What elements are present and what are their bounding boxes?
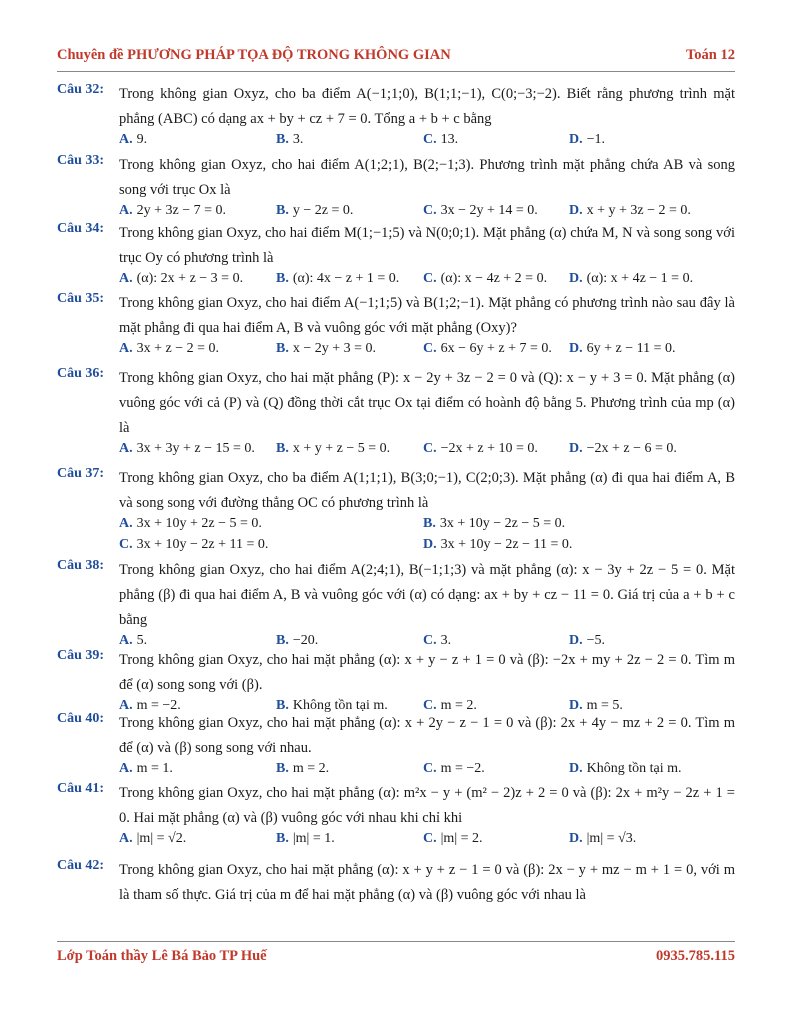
page-header bbox=[57, 47, 735, 67]
question-text: Trong không gian Oxyz, cho hai điểm A(−1;1;5) và B(1;2;−1). Mặt phẳng có phương trình nào sau đây là mặt phẳng đi qua hai điểm A, B và vuông góc với mặt phẳng (Oxy)? bbox=[119, 295, 735, 336]
question-label: Câu 32: bbox=[57, 82, 105, 97]
question-text: Trong không gian Oxyz, cho hai mặt phẳng (α): x + 2y − z − 1 = 0 và (β): 2x + 4y − mz + 2 = 0. Tìm m để (α) và (β) song song với nhau. bbox=[119, 715, 735, 756]
question-42 bbox=[57, 858, 735, 908]
option-d[interactable]: D. −5. bbox=[569, 633, 606, 648]
option-b[interactable]: B. m = 2. bbox=[276, 761, 330, 776]
option-a[interactable]: A. m = 1. bbox=[119, 761, 173, 776]
question-label: Câu 34: bbox=[57, 221, 105, 236]
option-c[interactable]: C. 3x + 10y − 2z + 11 = 0. bbox=[119, 537, 269, 552]
option-b[interactable]: B. x − 2y + 3 = 0. bbox=[276, 341, 377, 356]
option-d[interactable]: D. −2x + z − 6 = 0. bbox=[569, 441, 677, 456]
option-c[interactable]: C. 6x − 6y + z + 7 = 0. bbox=[423, 341, 552, 356]
question-label: Câu 42: bbox=[57, 858, 105, 873]
question-label: Câu 37: bbox=[57, 466, 105, 481]
option-c[interactable]: C. −2x + z + 10 = 0. bbox=[423, 441, 538, 456]
answer-options bbox=[119, 831, 735, 852]
option-d[interactable]: D. 3x + 10y − 2z − 11 = 0. bbox=[423, 537, 573, 552]
question-text: Trong không gian Oxyz, cho hai điểm M(1;−1;5) và N(0;0;1). Mặt phẳng (α) chứa M, N và song song với trục Oy có phương trình là bbox=[119, 225, 735, 266]
option-d[interactable]: D. x + y + 3z − 2 = 0. bbox=[569, 203, 691, 218]
option-a[interactable]: A. 3x + 3y + z − 15 = 0. bbox=[119, 441, 255, 456]
question-text: Trong không gian Oxyz, cho ba điểm A(−1;1;0), B(1;1;−1), C(0;−3;−2). Biết rằng phương trình mặt phẳng (ABC) có dạng ax + by + cz + 7 = 0. Tổng a + b + c bằng bbox=[119, 86, 735, 127]
option-b[interactable]: B. (α): 4x − z + 1 = 0. bbox=[276, 271, 400, 286]
option-b[interactable]: B. −20. bbox=[276, 633, 319, 648]
answer-options bbox=[119, 341, 735, 362]
option-d[interactable]: D. m = 5. bbox=[569, 698, 623, 713]
question-text: Trong không gian Oxyz, cho hai điểm A(2;4;1), B(−1;1;3) và mặt phẳng (α): x − 3y + 2z − 5 = 0. Mặt phẳng (β) đi qua hai điểm A, B và vuông góc với (α) có dạng: ax + by + cz − 11 = 0. Giá trị của a + b + c bằng bbox=[119, 562, 735, 628]
option-a[interactable]: A. m = −2. bbox=[119, 698, 181, 713]
footer-teacher: Lớp Toán thầy Lê Bá Bảo TP Huế bbox=[57, 948, 267, 964]
question-text: Trong không gian Oxyz, cho hai điểm A(1;2;1), B(2;−1;3). Phương trình mặt phẳng chứa AB và song song với trục Ox là bbox=[119, 157, 735, 198]
answer-options bbox=[119, 761, 735, 782]
option-c[interactable]: C. 3x − 2y + 14 = 0. bbox=[423, 203, 538, 218]
question-38 bbox=[57, 558, 735, 654]
option-d[interactable]: D. Không tồn tại m. bbox=[569, 761, 682, 776]
option-a[interactable]: A. 5. bbox=[119, 633, 148, 648]
option-c[interactable]: C. m = −2. bbox=[423, 761, 485, 776]
option-d[interactable]: D. 6y + z − 11 = 0. bbox=[569, 341, 676, 356]
question-label: Câu 36: bbox=[57, 366, 105, 381]
question-label: Câu 33: bbox=[57, 153, 105, 168]
footer-phone: 0935.785.115 bbox=[656, 948, 735, 964]
question-label: Câu 35: bbox=[57, 291, 105, 306]
answer-options bbox=[119, 516, 735, 537]
header-subject: Toán 12 bbox=[685, 47, 735, 63]
option-c[interactable]: C. 3. bbox=[423, 633, 452, 648]
option-c[interactable]: C. (α): x − 4z + 2 = 0. bbox=[423, 271, 548, 286]
question-39 bbox=[57, 648, 735, 719]
question-text: Trong không gian Oxyz, cho hai mặt phẳng (P): x − 2y + 3z − 2 = 0 và (Q): x − y + 3 = 0. Mặt phẳng (α) vuông góc với cả (P) và (Q) đồng thời cắt trục Ox tại điểm có hoành độ bằng 5. Phương trình của mp (α) là bbox=[119, 370, 735, 436]
header-title: Chuyên đề PHƯƠNG PHÁP TỌA ĐỘ TRONG KHÔNG GIAN bbox=[57, 47, 451, 63]
question-label: Câu 39: bbox=[57, 648, 105, 663]
option-a[interactable]: A. 2y + 3z − 7 = 0. bbox=[119, 203, 227, 218]
question-text: Trong không gian Oxyz, cho hai mặt phẳng (α): x + y + z − 1 = 0 và (β): 2x − y + mz − m + 1 = 0, với m là tham số thực. Giá trị của m để hai mặt phẳng (α) và (β) vuông góc với nhau là bbox=[119, 862, 735, 903]
question-text: Trong không gian Oxyz, cho hai mặt phẳng (α): m²x − y + (m² − 2)z + 2 = 0 và (β): 2x + m²y − 2z + 1 = 0. Hai mặt phẳng (α) và (β) vuông góc với nhau khi chỉ khi bbox=[119, 785, 735, 826]
question-40 bbox=[57, 711, 735, 782]
answer-options bbox=[119, 271, 735, 292]
page-footer bbox=[57, 948, 735, 968]
question-32 bbox=[57, 82, 735, 153]
question-35 bbox=[57, 291, 735, 362]
question-33 bbox=[57, 153, 735, 224]
footer-divider bbox=[57, 941, 735, 942]
option-c[interactable]: C. 13. bbox=[423, 132, 459, 147]
option-c[interactable]: C. m = 2. bbox=[423, 698, 477, 713]
header-divider bbox=[57, 71, 735, 72]
question-text: Trong không gian Oxyz, cho hai mặt phẳng (α): x + y − z + 1 = 0 và (β): −2x + my + 2z − 2 = 0. Tìm m để (α) song song với (β). bbox=[119, 652, 735, 693]
answer-options bbox=[119, 537, 735, 558]
option-a[interactable]: A. |m| = √2. bbox=[119, 831, 187, 846]
question-text: Trong không gian Oxyz, cho ba điểm A(1;1;1), B(3;0;−1), C(2;0;3). Mặt phẳng (α) đi qua hai điểm A, B và song song với đường thẳng OC có phương trình là bbox=[119, 470, 735, 511]
option-a[interactable]: A. 9. bbox=[119, 132, 148, 147]
question-37 bbox=[57, 466, 735, 558]
question-label: Câu 40: bbox=[57, 711, 105, 726]
option-b[interactable]: B. Không tồn tại m. bbox=[276, 698, 388, 713]
answer-options bbox=[119, 441, 735, 462]
question-34 bbox=[57, 221, 735, 292]
option-a[interactable]: A. 3x + z − 2 = 0. bbox=[119, 341, 220, 356]
option-a[interactable]: A. 3x + 10y + 2z − 5 = 0. bbox=[119, 516, 262, 531]
option-a[interactable]: A. (α): 2x + z − 3 = 0. bbox=[119, 271, 244, 286]
option-d[interactable]: D. |m| = √3. bbox=[569, 831, 637, 846]
option-b[interactable]: B. |m| = 1. bbox=[276, 831, 335, 846]
answer-options bbox=[119, 132, 735, 153]
option-b[interactable]: B. x + y + z − 5 = 0. bbox=[276, 441, 391, 456]
option-c[interactable]: C. |m| = 2. bbox=[423, 831, 483, 846]
option-d[interactable]: D. −1. bbox=[569, 132, 606, 147]
option-b[interactable]: B. y − 2z = 0. bbox=[276, 203, 354, 218]
question-36 bbox=[57, 366, 735, 462]
option-d[interactable]: D. (α): x + 4z − 1 = 0. bbox=[569, 271, 694, 286]
option-b[interactable]: B. 3x + 10y − 2z − 5 = 0. bbox=[423, 516, 566, 531]
question-label: Câu 38: bbox=[57, 558, 105, 573]
question-label: Câu 41: bbox=[57, 781, 105, 796]
option-b[interactable]: B. 3. bbox=[276, 132, 304, 147]
question-41 bbox=[57, 781, 735, 852]
